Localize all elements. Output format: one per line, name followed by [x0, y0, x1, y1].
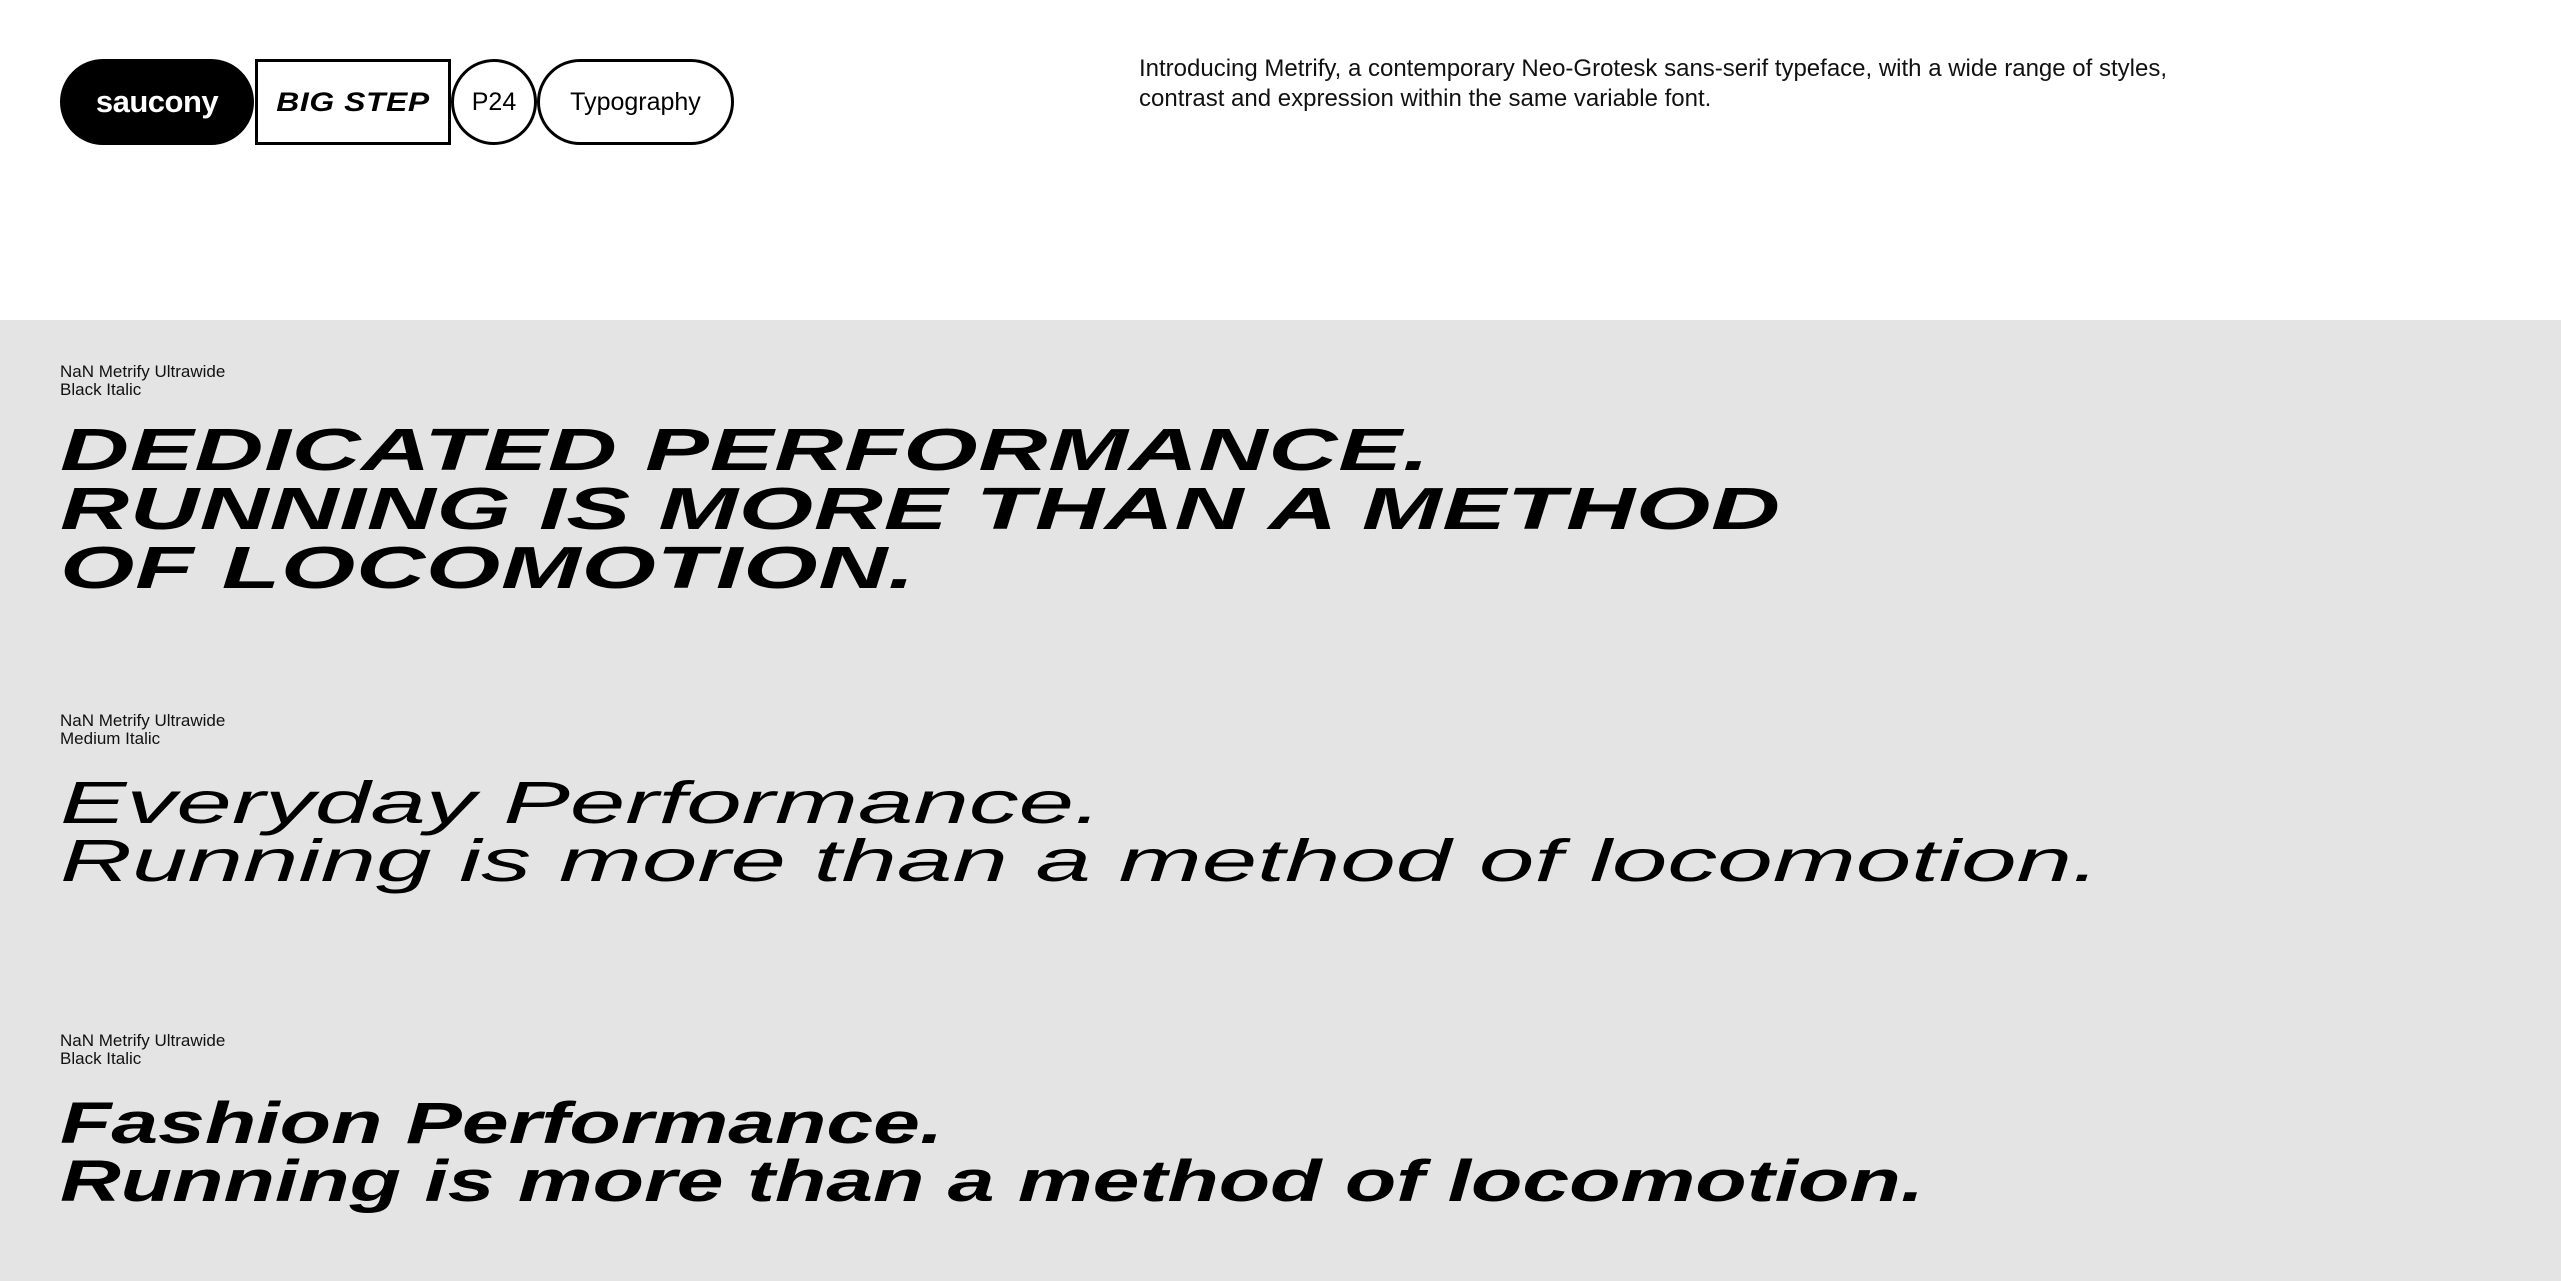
campaign-tag-label: BIG STEP [276, 86, 430, 117]
specimen-line: DEDICATED PERFORMANCE. [60, 417, 1431, 483]
font-label [60, 363, 1122, 399]
type-specimen-panel [0, 320, 2561, 1281]
specimen-line: Running is more than a method of locomotion. [60, 828, 2100, 894]
specimen-text [60, 1091, 1925, 1214]
font-label [60, 712, 1267, 748]
section-tag-label: Typography [570, 87, 701, 116]
specimen-line: Everyday Performance. [60, 770, 1102, 836]
specimen-black-italic-caps [60, 362, 1781, 601]
brand-tag-label: saucony [95, 84, 219, 119]
campaign-tag [255, 59, 451, 145]
specimen-line: OF LOCOMOTION. [60, 535, 916, 601]
font-style-name: Black Italic [60, 380, 142, 399]
font-family-name: NaN Metrify Ultrawide [60, 1031, 226, 1050]
specimen-text [60, 770, 2100, 894]
page-number-tag [451, 59, 537, 145]
specimen-line: RUNNING IS MORE THAN A METHOD [60, 476, 1781, 542]
specimen-text [60, 417, 1781, 601]
font-family-name: NaN Metrify Ultrawide [60, 711, 226, 730]
tag-row [60, 59, 734, 145]
page-number-label: P24 [471, 87, 517, 116]
intro-paragraph: Introducing Metrify, a contemporary Neo-Grotesk sans-serif typeface, with a wide range of styles, contrast and expression within the same variable font. [1139, 55, 2167, 112]
font-label [60, 1032, 1346, 1068]
brand-tag [60, 59, 254, 145]
specimen-black-italic-mixed [60, 1031, 1925, 1214]
font-family-name: NaN Metrify Ultrawide [60, 362, 226, 381]
font-style-name: Medium Italic [60, 729, 161, 748]
font-style-name: Black Italic [60, 1049, 142, 1068]
specimen-line: Running is more than a method of locomotion. [60, 1149, 1925, 1214]
specimen-line: Fashion Performance. [60, 1091, 944, 1156]
page-header [0, 0, 2561, 320]
specimen-medium-italic [60, 711, 2100, 894]
section-tag [537, 59, 734, 145]
